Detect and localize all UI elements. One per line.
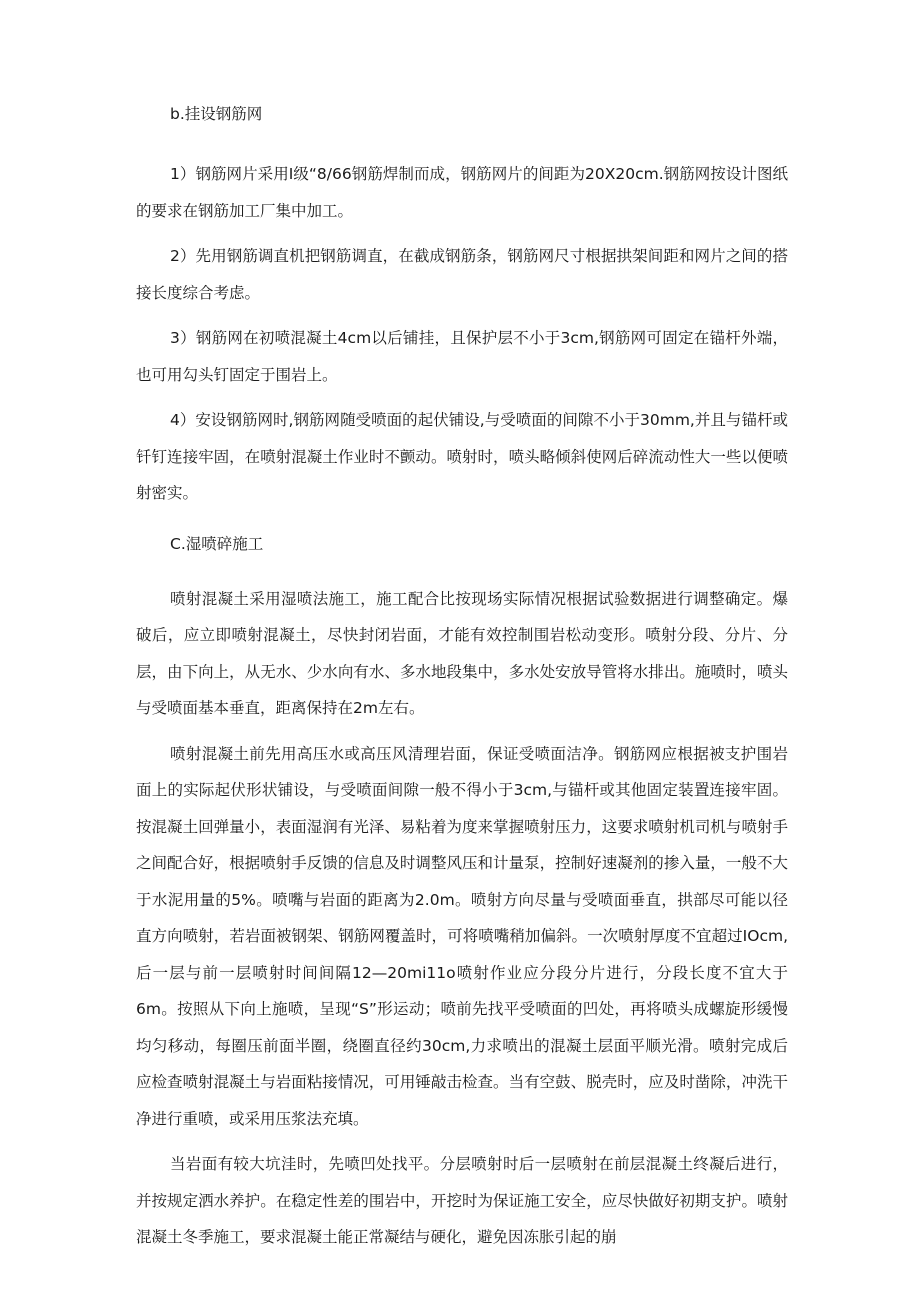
- section-c-paragraph-3: 当岩面有较大坑洼时，先喷凹处找平。分层喷射时后一层喷射在前层混凝土终凝后进行，并按规定洒水养护。在稳定性差的围岩中，开挖时为保证施工安全，应尽快做好初期支护。喷射混凝土冬季施工，要求混凝土能正常凝结与硬化，避免因冻胀引起的崩: [136, 1155, 788, 1246]
- section-c-paragraph-2: 喷射混凝土前先用高压水或高压风清理岩面，保证受喷面洁净。钢筋网应根据被支护围岩面上的实际起伏形状铺设，与受喷面间隙一般不得小于3cm,与锚杆或其他固定装置连接牢固。按混凝土回弹量小，表面湿润有光泽、易粘着为度来掌握喷射压力，这要求喷射机司机与喷射手之间配合好，根据喷射手反馈的信息及时调整风压和计量泵，控制好速凝剂的掺入量，一般不大于水泥用量的5%。喷嘴与岩面的距离为2.0m。喷射方向尽量与受喷面垂直，拱部尽可能以径直方向喷射，若岩面被钢架、钢筋网覆盖时，可将喷嘴稍加偏斜。一次喷射厚度不宜超过IOcm,后一层与前一层喷射时间间隔12—20mi11o喷射作业应分段分片进行，分段长度不宜大于6m。按照从下向上施喷，呈现“S”形运动；喷前先找平受喷面的凹处，再将喷头成螺旋形缓慢均匀移动，每圈压前面半圈，绕圈直径约30cm,力求喷出的混凝土层面平顺光滑。喷射完成后应检查喷射混凝土与岩面粘接情况，可用锤敲击检查。当有空鼓、脱壳时，应及时凿除，冲洗干净进行重喷，或采用压浆法充填。: [136, 744, 788, 1128]
- section-b-heading: b.挂设钢筋网: [170, 105, 263, 123]
- section-b-item-3: 3）钢筋网在初喷混凝土4cm以后铺挂，且保护层不小于3cm,钢筋网可固定在锚杆外端，也可用勾头钉固定于围岩上。: [136, 329, 788, 384]
- section-b-item-1: 1）钢筋网片采用Ⅰ级“8/66钢筋焊制而成，钢筋网片的间距为20X20cm.钢筋网按设计图纸的要求在钢筋加工厂集中加工。: [136, 165, 788, 220]
- section-b-item-4: 4）安设钢筋网时,钢筋网随受喷面的起伏铺设,与受喷面的间隙不小于30mm,并且与锚杆或钎钉连接牢固，在喷射混凝土作业时不颤动。喷射时，喷头略倾斜使网后碎流动性大一些以便喷射密实。: [136, 411, 788, 502]
- section-c-heading: C.湿喷碎施工: [170, 534, 264, 553]
- section-b-item-2: 2）先用钢筋调直机把钢筋调直，在截成钢筋条，钢筋网尺寸根据拱架间距和网片之间的搭接长度综合考虑。: [136, 247, 788, 302]
- section-c-paragraph-1: 喷射混凝土采用湿喷法施工，施工配合比按现场实际情况根据试验数据进行调整确定。爆破后，应立即喷射混凝土，尽快封闭岩面，才能有效控制围岩松动变形。喷射分段、分片、分层，由下向上，从无水、少水向有水、多水地段集中，多水处安放导管将水排出。施喷时，喷头与受喷面基本垂直，距离保持在2m左右。: [136, 589, 788, 717]
- document-body: [136, 100, 788, 1265]
